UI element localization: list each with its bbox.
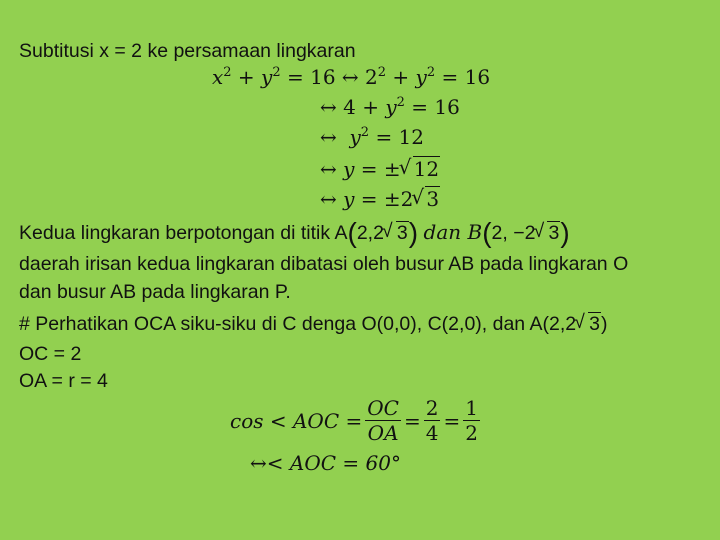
equation-line-1: $x^2 + y^2 = 16$ ↔ $2^2 + y^2 = 16$ xyxy=(212,65,491,89)
region-text-1: daerah irisan kedua lingkaran dibatasi oleh busur AB pada lingkaran O xyxy=(19,253,629,275)
cos-formula: cos < AOC = $\frac{OC}{OA}$ = $\frac{2}{4}$ = $\frac{1}{2}$ xyxy=(230,396,478,445)
fraction-2-4: $\frac{2}{4}$ xyxy=(425,396,439,445)
fraction-oc-oa: $\frac{OC}{OA}$ xyxy=(367,396,399,445)
oc-value: OC = 2 xyxy=(19,343,82,365)
equation-line-4: ↔ y = ±√ 12 xyxy=(320,156,440,182)
result-line: ↔< AOC = 60° xyxy=(250,451,401,475)
fraction-1-2: $\frac{1}{2}$ xyxy=(465,396,478,445)
equation-line-3: ↔ $y^2 = 12$ xyxy=(320,125,425,149)
equation-line-2: ↔ $4 + y^2 = 16$ xyxy=(320,95,460,119)
region-text-2: dan busur AB pada lingkaran P. xyxy=(19,281,291,303)
intersection-text: Kedua lingkaran berpotongan di titik A(2,2√ 3) dan B(2, −2√ 3) xyxy=(19,219,570,246)
intro-text: Subtitusi x = 2 ke persamaan lingkaran xyxy=(19,40,356,62)
note-text: # Perhatikan OCA siku-siku di C denga O(0,0), C(2,0), dan A(2,2√ 3) xyxy=(19,311,607,337)
equation-line-5: ↔ y = ±2√ 3 xyxy=(320,186,440,212)
oa-value: OA = r = 4 xyxy=(19,370,108,392)
